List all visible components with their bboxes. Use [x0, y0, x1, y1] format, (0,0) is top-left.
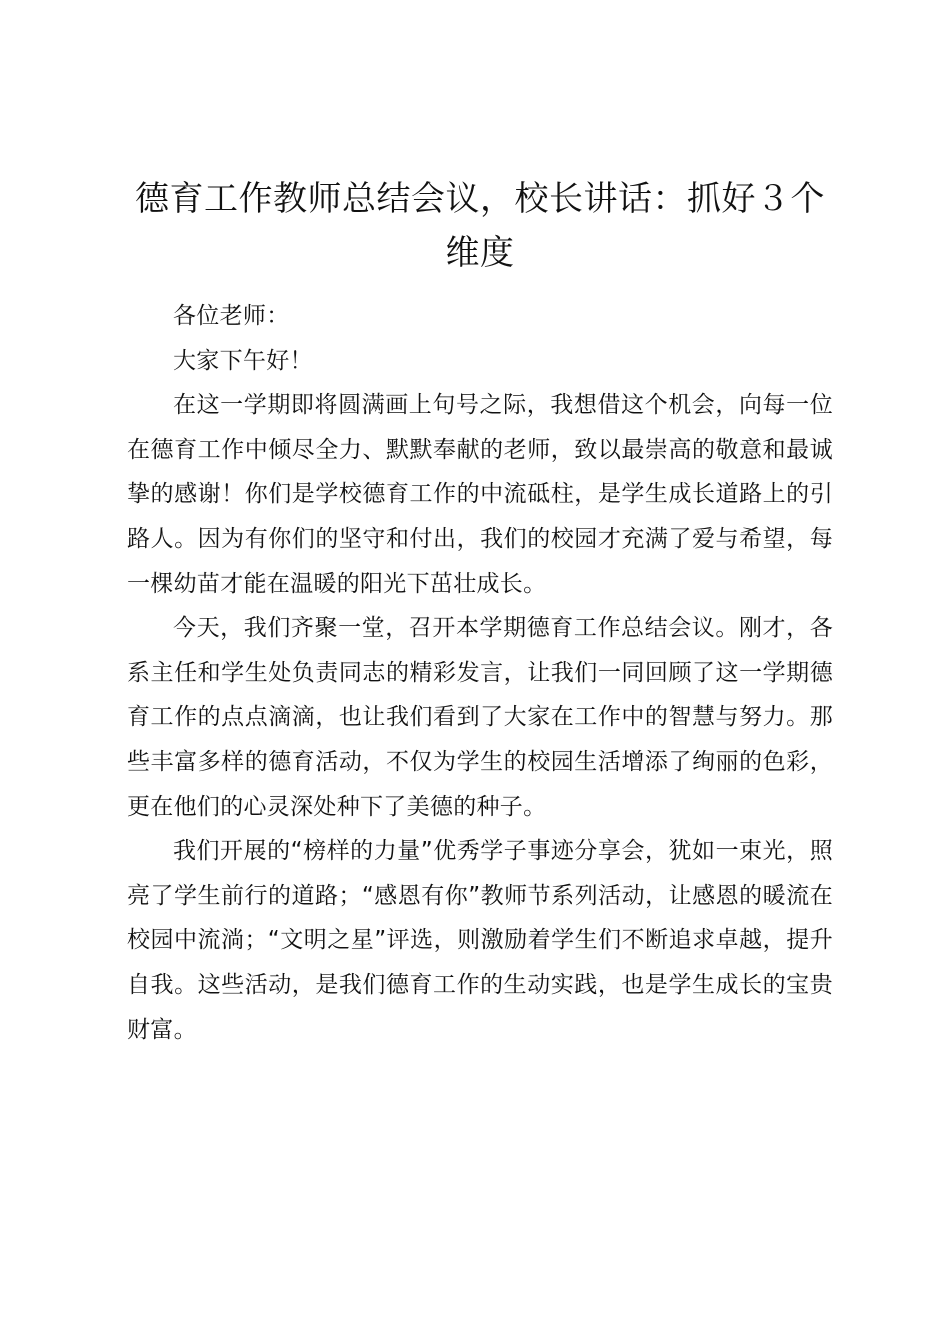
document-title: 德育工作教师总结会议，校长讲话：抓好３个维度 [135, 179, 825, 273]
greeting: 大家下午好！ [173, 347, 313, 374]
salutation: 各位老师： [173, 303, 290, 329]
document-body [127, 294, 833, 1052]
body-paragraph: 我们开展的“榜样的力量”优秀学子事迹分享会，犹如一束光，照亮了学生前行的道路；“感恩有你”教师节系列活动，让感恩的暖流在校园中流淌；“文明之星”评选，则激励着学生们不断追求卓越，提升自我。这些活动，是我们德育工作的生动实践，也是学生成长的宝贵财富。 [127, 838, 833, 1043]
document-page [127, 172, 833, 1052]
body-paragraph: 在这一学期即将圆满画上句号之际，我想借这个机会，向每一位在德育工作中倾尽全力、默默奉献的老师，致以最崇高的敬意和最诚挚的感谢！你们是学校德育工作的中流砥柱，是学生成长道路上的引路人。因为有你们的坚守和付出，我们的校园才充满了爱与希望，每一棵幼苗才能在温暖的阳光下茁壮成长。 [127, 392, 833, 597]
body-paragraph: 今天，我们齐聚一堂，召开本学期德育工作总结会议。刚才，各系主任和学生处负责同志的精彩发言，让我们一同回顾了这一学期德育工作的点点滴滴，也让我们看到了大家在工作中的智慧与努力。那些丰富多样的德育活动，不仅为学生的校园生活增添了绚丽的色彩，更在他们的心灵深处种下了美德的种子。 [127, 615, 833, 820]
